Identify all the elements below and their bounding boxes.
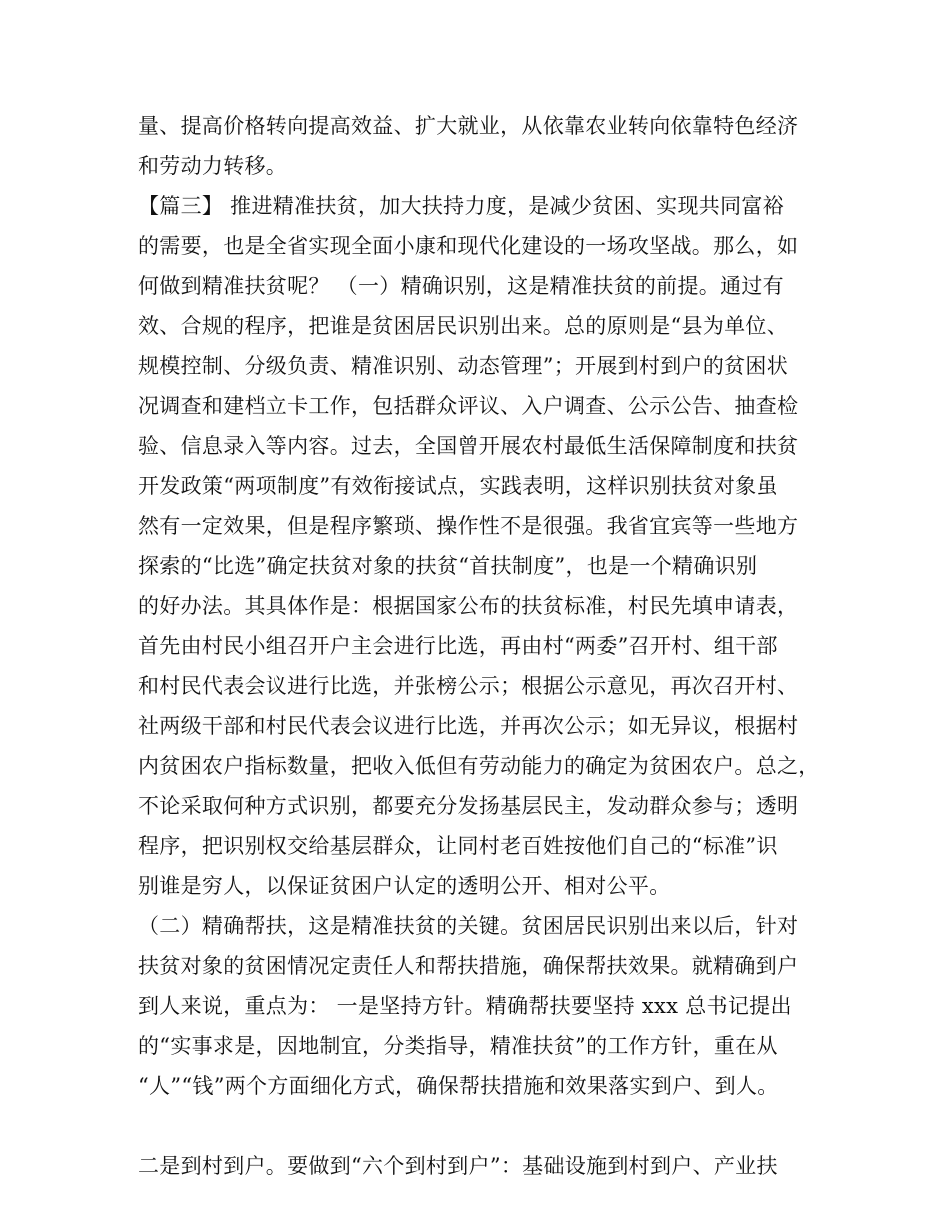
text-line: 的“实事求是，因地制宜，分类指导，精准扶贫”的工作方针，重在从 xyxy=(138,1034,778,1058)
text-line: 二是到村到户。要做到“六个到村到户”：基础设施到村到户、产业扶 xyxy=(138,1154,778,1178)
text-line: 到人来说，重点为： 一是坚持方针。精确帮扶要坚持 xxx 总书记提出 xyxy=(138,994,792,1018)
text-line: 开发政策“两项制度”有效衔接试点，实践表明，这样识别扶贫对象虽 xyxy=(138,474,778,498)
text-line: 何做到精准扶贫呢？ （一）精确识别，这是精准扶贫的前提。通过有 xyxy=(138,274,784,298)
text-line: 程序，把识别权交给基层群众，让同村老百姓按他们自己的“标准”识 xyxy=(138,834,778,858)
text-line: 别谁是穷人，以保证贫困户认定的透明公开、相对公平。 xyxy=(138,874,671,898)
text-line: 扶贫对象的贫困情况定责任人和帮扶措施，确保帮扶效果。就精确到户 xyxy=(138,954,799,978)
text-line: 社两级干部和村民代表会议进行比选，并再次公示；如无异议，根据村 xyxy=(138,714,799,738)
text-line: 的好办法。其具体作是：根据国家公布的扶贫标准，村民先填申请表， xyxy=(138,594,799,618)
text-line: 验、信息录入等内容。过去，全国曾开展农村最低生活保障制度和扶贫 xyxy=(138,434,799,458)
text-line: 的需要，也是全省实现全面小康和现代化建设的一场攻坚战。那么，如 xyxy=(138,234,799,258)
text-line: 不论采取何种方式识别，都要充分发扬基层民主，发动群众参与；透明 xyxy=(138,794,799,818)
text-line: 量、提高价格转向提高效益、扩大就业，从依靠农业转向依靠特色经济 xyxy=(138,114,799,138)
text-line: 和村民代表会议进行比选，并张榜公示；根据公示意见，再次召开村、 xyxy=(138,674,799,698)
text-line: 规模控制、分级负责、精准识别、动态管理”；开展到村到户的贫困状 xyxy=(138,354,789,378)
text-line: 【篇三】 推进精准扶贫，加大扶持力度，是减少贫困、实现共同富裕 xyxy=(138,194,784,218)
text-line: 况调查和建档立卡工作，包括群众评议、入户调查、公示公告、抽查检 xyxy=(138,394,799,418)
text-line: 然有一定效果，但是程序繁琐、操作性不是很强。我省宜宾等一些地方 xyxy=(138,514,799,538)
text-line: （二）精确帮扶，这是精准扶贫的关键。贫困居民识别出来以后，针对 xyxy=(138,914,799,938)
text-line: 和劳动力转移。 xyxy=(138,154,288,178)
text-line: 效、合规的程序，把谁是贫困居民识别出来。总的原则是“县为单位、 xyxy=(138,314,789,338)
text-line: “人”“钱”两个方面细化方式，确保帮扶措施和效果落实到户、到人。 xyxy=(138,1074,779,1098)
text-line: 首先由村民小组召开户主会进行比选，再由村“两委”召开村、组干部 xyxy=(138,634,778,658)
text-line: 探索的“比选”确定扶贫对象的扶贫“首扶制度”，也是一个精确识别 xyxy=(138,554,758,578)
text-line: 内贫困农户指标数量，把收入低但有劳动能力的确定为贫困农户。总之， xyxy=(138,754,820,778)
